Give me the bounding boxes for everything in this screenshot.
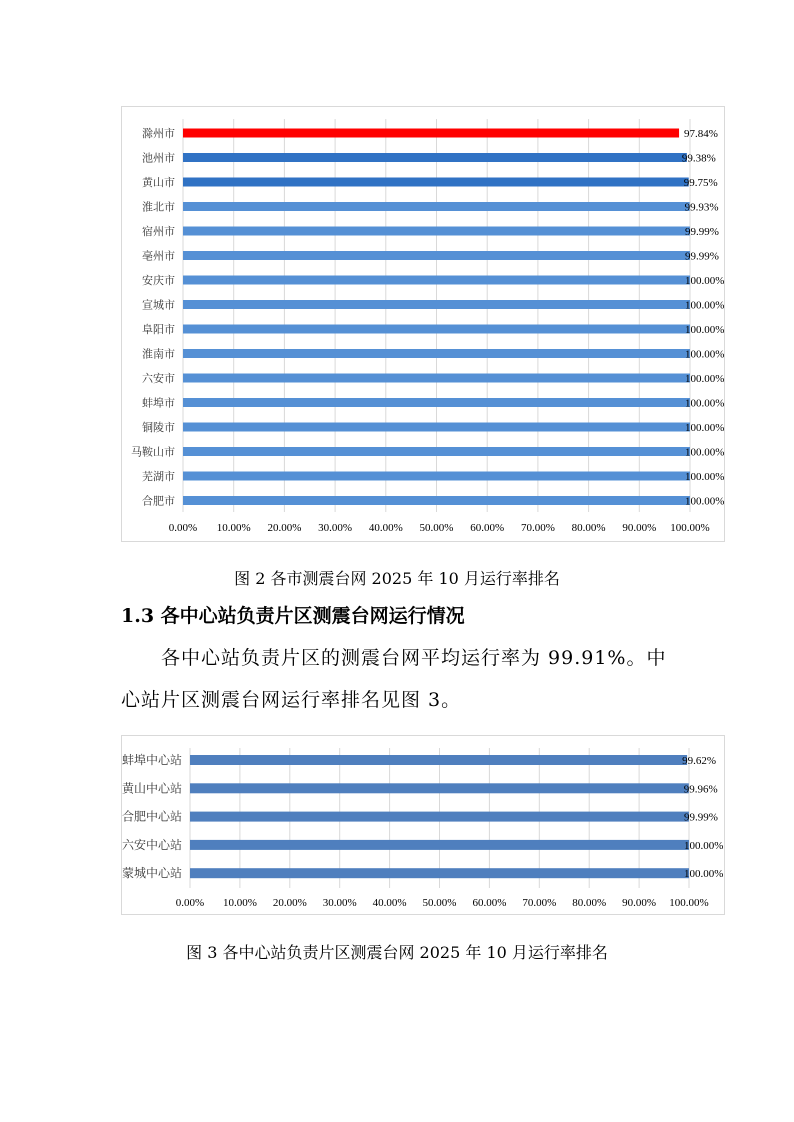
category-label: 亳州市	[142, 249, 175, 263]
category-label: 合肥市	[142, 494, 175, 508]
figure-3-caption: 图 3 各中心站负责片区测震台网 2025 年 10 月运行率排名	[186, 943, 608, 962]
chart-svg	[122, 736, 726, 916]
bar	[183, 423, 690, 432]
bar	[183, 227, 690, 236]
x-tick-label: 0.00%	[175, 897, 205, 909]
bar	[183, 300, 690, 309]
category-label: 宿州市	[142, 225, 175, 238]
bar	[183, 447, 690, 456]
category-label: 六安市	[142, 372, 175, 385]
bar	[183, 472, 690, 481]
bar	[190, 840, 689, 850]
data-label: 99.62%	[682, 755, 717, 767]
data-label: 100.00%	[685, 471, 725, 483]
x-tick-label: 40.00%	[372, 897, 407, 909]
data-label: 99.99%	[683, 811, 718, 824]
city-ranking-chart	[121, 106, 725, 542]
bar	[183, 153, 687, 162]
category-label: 芜湖市	[142, 470, 175, 483]
bar	[183, 129, 679, 138]
bar	[183, 496, 690, 505]
category-label: 黄山中心站	[122, 781, 182, 796]
bar	[190, 783, 689, 793]
category-label: 滁州市	[142, 127, 175, 140]
category-label: 铜陵市	[142, 421, 175, 434]
category-label: 黄山市	[142, 176, 175, 189]
data-label: 99.75%	[683, 177, 718, 189]
x-tick-label: 50.00%	[422, 897, 457, 909]
category-label: 淮南市	[142, 347, 175, 361]
x-tick-label: 30.00%	[322, 897, 357, 909]
category-label: 蚌埠中心站	[122, 753, 182, 767]
x-tick-label: 100.00%	[669, 897, 709, 909]
category-label: 蒙城中心站	[122, 866, 182, 881]
x-tick-label: 20.00%	[267, 522, 302, 534]
bar	[190, 812, 689, 822]
bar	[190, 868, 689, 878]
data-label: 100.00%	[685, 299, 725, 312]
category-label: 安庆市	[142, 274, 175, 287]
x-tick-label: 20.00%	[272, 897, 307, 909]
data-label: 100.00%	[685, 324, 725, 336]
data-label: 100.00%	[685, 422, 725, 434]
section-heading: 1.3 各中心站负责片区测震台网运行情况	[121, 605, 465, 627]
data-label: 97.84%	[684, 128, 718, 140]
paragraph-line-2: 心站片区测震台网运行率排名见图 3。	[121, 689, 462, 711]
x-tick-label: 10.00%	[222, 897, 257, 909]
bar	[183, 251, 690, 260]
bar	[183, 374, 690, 383]
paragraph-line-1: 各中心站负责片区的测震台网平均运行率为 99.91%。中	[161, 647, 667, 669]
x-tick-label: 70.00%	[522, 897, 557, 909]
x-tick-label: 60.00%	[472, 897, 507, 909]
data-label: 100.00%	[684, 839, 724, 852]
data-label: 99.93%	[684, 201, 719, 214]
category-label: 合肥中心站	[122, 809, 182, 824]
figure-2-caption: 图 2 各市测震台网 2025 年 10 月运行率排名	[234, 569, 560, 588]
x-tick-label: 100.00%	[670, 522, 710, 534]
bar	[183, 276, 690, 285]
x-tick-label: 70.00%	[520, 522, 555, 534]
data-label: 100.00%	[685, 373, 725, 385]
data-label: 99.38%	[681, 152, 716, 165]
section-paragraph	[121, 637, 681, 721]
x-tick-label: 90.00%	[622, 897, 657, 909]
bar	[190, 755, 687, 765]
data-label: 99.99%	[684, 226, 719, 238]
chart-svg	[122, 107, 726, 543]
category-label: 六安中心站	[122, 837, 182, 852]
bar	[183, 178, 689, 187]
bar	[183, 398, 690, 407]
x-tick-label: 40.00%	[368, 522, 403, 534]
x-tick-label: 60.00%	[470, 522, 505, 534]
x-tick-label: 80.00%	[571, 522, 606, 534]
data-label: 99.96%	[683, 783, 718, 796]
data-label: 100.00%	[685, 397, 725, 410]
x-tick-label: 90.00%	[622, 522, 657, 534]
x-tick-label: 80.00%	[572, 897, 607, 909]
category-label: 蚌埠市	[142, 396, 175, 410]
data-label: 100.00%	[685, 446, 725, 459]
x-tick-label: 0.00%	[168, 522, 198, 534]
category-label: 阜阳市	[142, 323, 175, 336]
x-tick-label: 10.00%	[216, 522, 251, 534]
center-station-ranking-chart	[121, 735, 725, 915]
category-label: 宣城市	[142, 298, 175, 312]
category-label: 马鞍山市	[131, 445, 175, 459]
data-label: 99.99%	[684, 250, 719, 263]
bar	[183, 349, 690, 358]
data-label: 100.00%	[685, 275, 725, 287]
category-label: 池州市	[142, 151, 175, 165]
data-label: 100.00%	[684, 868, 724, 881]
x-tick-label: 50.00%	[419, 522, 454, 534]
data-label: 100.00%	[685, 348, 725, 361]
data-label: 100.00%	[685, 495, 725, 508]
category-label: 淮北市	[142, 200, 175, 214]
bar	[183, 325, 690, 334]
x-tick-label: 30.00%	[318, 522, 353, 534]
bar	[183, 202, 690, 211]
